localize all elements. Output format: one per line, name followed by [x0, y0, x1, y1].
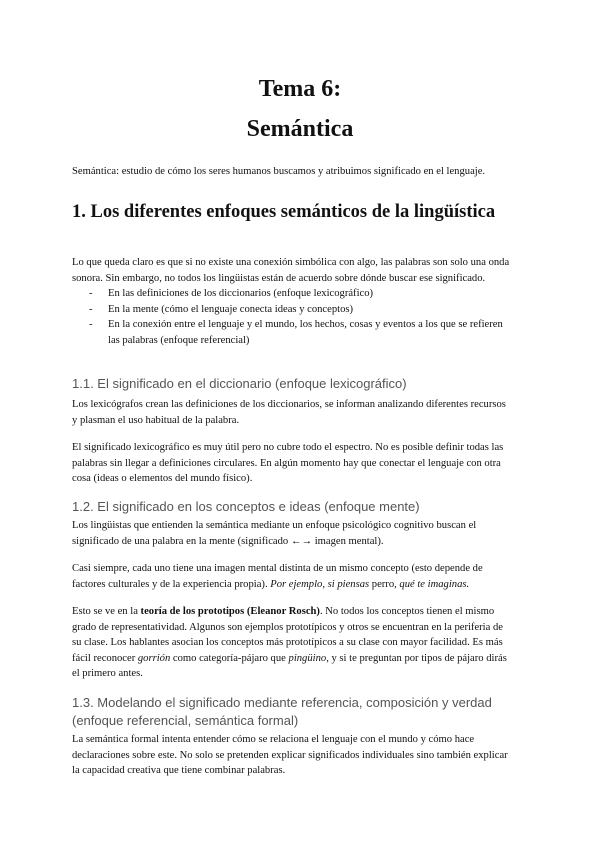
- document-title-line1: Tema 6:: [258, 76, 342, 102]
- prototype-theory-term: teoría de los prototipos (Eleanor Rosch): [140, 606, 320, 617]
- section-1-2-paragraph-3: Esto se ve en la teoría de los prototipos (Eleanor Rosch). No todos los conceptos tienen el mismo grado de representatividad. Algunos son ejemplos prototípicos y otros se encuentran en la periferia de su clase. Los hablantes asocian los conceptos más prototípicos a su clase con mayor facilidad. Es más fácil reconocer gorrión como categoría-pájaro que pingüino, y si te preguntan por tipos de pájaro dirás el primero antes.: [72, 606, 507, 679]
- section-1-3-content: [72, 732, 512, 779]
- section-1-1-heading: 1.1. El significado en el diccionario (enfoque lexicográfico): [72, 376, 407, 391]
- list-item: - En la mente (cómo el lenguaje conecta ideas y conceptos): [72, 302, 512, 318]
- section-1-3-heading: 1.3. Modelando el significado mediante referencia, composición y verdad (enfoque referencial, semántica formal): [72, 695, 492, 728]
- list-item: - En las definiciones de los diccionarios (enfoque lexicográfico): [72, 286, 512, 302]
- section-1-2-paragraph-2: Casi siempre, cada uno tiene una imagen mental distinta de un mismo concepto (esto depende de factores culturales y de la experiencia propia). Por ejemplo, si piensas perro, qué te imaginas.: [72, 563, 483, 590]
- document-title-line2: Semántica: [246, 116, 354, 142]
- section-1-2-content: [72, 518, 512, 682]
- section-1-1-paragraph-1: Los lexicógrafos crean las definiciones de los diccionarios, se informan analizando diferentes recursos y plasman el uso habitual de la palabra.: [72, 399, 506, 426]
- list-item: - En la conexión entre el lenguaje y el mundo, los hechos, cosas y eventos a los que se refieren las palabras (enfoque referencial): [72, 317, 512, 348]
- section-1-2-paragraph-1: Los lingüistas que entienden la semántica mediante un enfoque psicológico cognitivo buscan el significado de una palabra en la mente (significado ←→ imagen mental).: [72, 520, 477, 547]
- section-1-3-paragraph-1: La semántica formal intenta entender cómo se relaciona el lenguaje con el mundo y cómo hace declaraciones sobre este. No solo se pretenden explicar significados individuales sino también explicar la capacidad creativa que tiene combinar palabras.: [72, 734, 508, 776]
- approach-list: [72, 286, 512, 348]
- section-1-heading: 1. Los diferentes enfoques semánticos de la lingüística: [72, 202, 496, 222]
- section-1-1-content: [72, 397, 512, 487]
- section-1-2-heading: 1.2. El significado en los conceptos e ideas (enfoque mente): [72, 499, 420, 514]
- section-1-1-paragraph-2: El significado lexicográfico es muy útil pero no cubre todo el espectro. No es posible definir todas las palabras sin llegar a definiciones circulares. En algún momento hay que conectar el lenguaje con otra cosa (ideas o elementos del mundo físico).: [72, 442, 504, 484]
- intro-paragraph: Semántica: estudio de cómo los seres humanos buscamos y atribuimos significado en el lenguaje.: [72, 166, 486, 177]
- section-1-content: [72, 255, 512, 348]
- section-1-paragraph: Lo que queda claro es que si no existe una conexión simbólica con algo, las palabras son solo una onda sonora. Sin embargo, no todos los lingüistas están de acuerdo sobre dónde buscar ese significado.: [72, 257, 510, 284]
